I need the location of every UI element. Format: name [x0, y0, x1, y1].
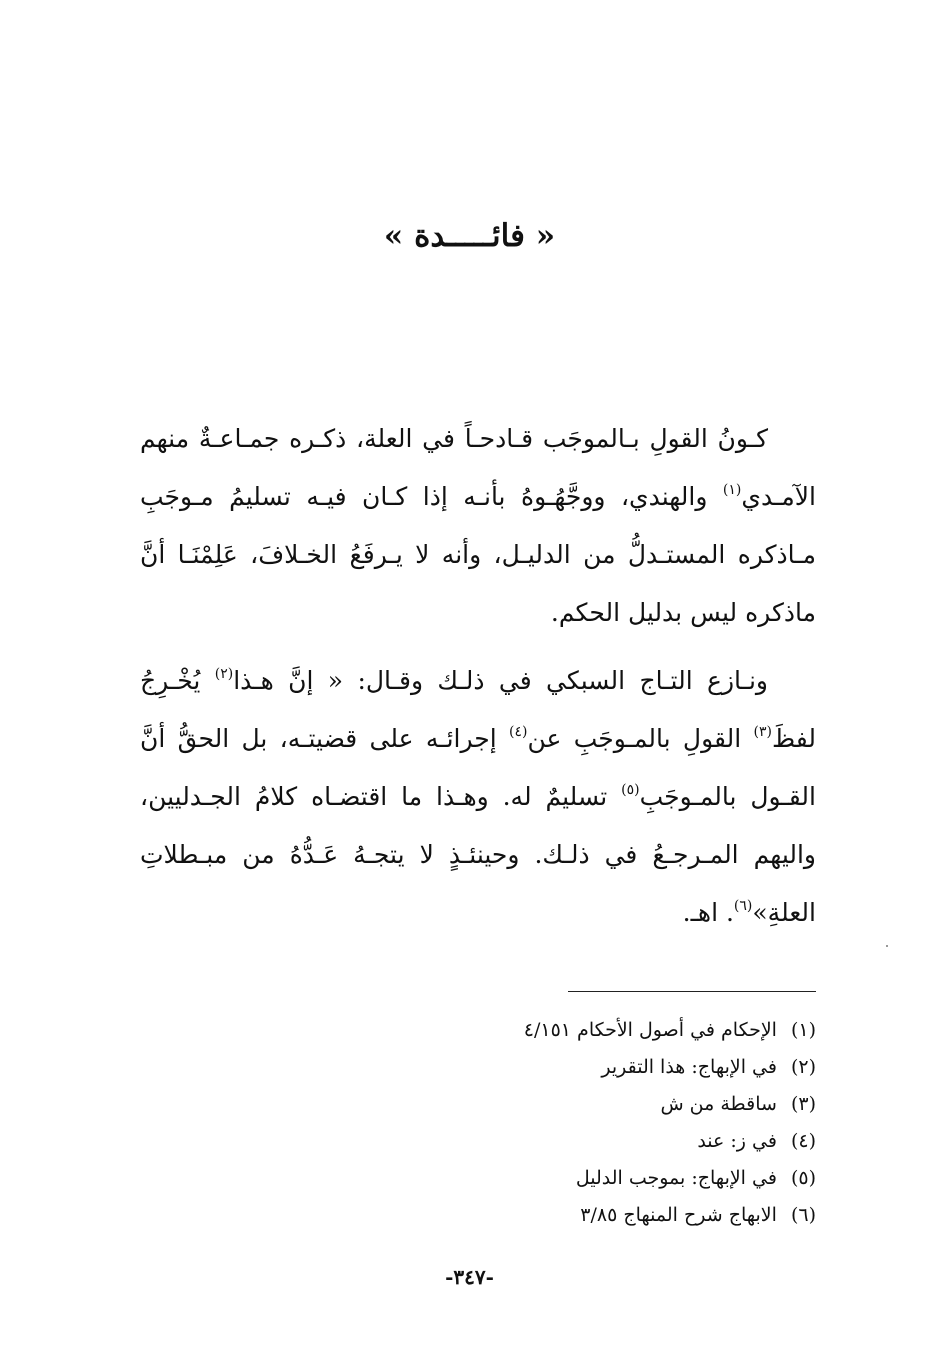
text-run: كـونُ القولِ بـالموجَب قـادحـاً في العلة، ذكـره جمـاعـةٌ منهم الآمـدي	[140, 424, 816, 511]
footnote-item	[300, 1197, 816, 1234]
footnote-separator	[568, 991, 816, 992]
footnote-list	[300, 1012, 816, 1234]
footnote-item	[300, 1123, 816, 1160]
footnote-text: ساقطة من ش	[660, 1093, 777, 1115]
footnote-ref-5[interactable]: (٥)	[621, 782, 640, 798]
paragraph-2	[140, 652, 816, 942]
footnote-number: (٢)	[790, 1056, 816, 1078]
text-run: . اهـ.	[682, 898, 734, 927]
footnote-item	[300, 1012, 816, 1049]
text-run: يُخْـرِجُ لفظَ	[140, 666, 816, 753]
page-number: -٣٤٧-	[445, 1265, 494, 1289]
footnote-text: في الإبهاج: هذا التقرير	[601, 1056, 777, 1078]
text-run: والهندي، ووجَّهُـوهُ بأنـه إذا كـان فيـه تسليمُ مـوجَبِ مـاذكره المستـدلُّ من الدليـل، وأنه لا يـرفَعُ الخـلافَ، عَلِمْنَـا أنَّ ماذكره ليس بدليل الحكم.	[140, 482, 816, 627]
text-run: تسليمٌ له. وهـذا ما اقتضـاه كلامُ الجـدليين، واليهم المـرجـعُ في ذلـك. وحينئـذٍ لا يتجـهُ عَـدُّهُ من مبـطلاتِ العلةِ»	[140, 782, 816, 927]
footnote-number: (٤)	[790, 1130, 816, 1152]
text-run: ونـازع التـاج السبكي في ذلـك وقـال: « إنَّ هـذا	[233, 666, 768, 695]
footnote-ref-6[interactable]: (٦)	[733, 898, 753, 914]
footnote-number: (٥)	[790, 1167, 816, 1189]
paragraph-1	[140, 410, 816, 642]
footnote-text: في الإبهاج: بموجب الدليل	[575, 1167, 777, 1189]
footnote-ref-4[interactable]: (٤)	[509, 724, 528, 740]
footnote-number: (١)	[790, 1019, 816, 1041]
footnote-item	[300, 1049, 816, 1086]
text-run: إجرائـه على قضيتـه، بل الحقُّ أنَّ القـول بالمـوجَبِ	[140, 724, 816, 811]
footnote-ref-2[interactable]: (٢)	[214, 666, 234, 682]
footnote-number: (٣)	[790, 1093, 816, 1115]
footnote-text: الإحكام في أصول الأحكام ٤/١٥١	[523, 1019, 777, 1041]
footnote-item	[300, 1160, 816, 1197]
footnote-text: الابهاج شرح المنهاج ٣/٨٥	[580, 1204, 777, 1226]
scan-speck	[886, 945, 888, 947]
footnote-number: (٦)	[790, 1204, 816, 1226]
footnote-ref-1[interactable]: (١)	[722, 482, 742, 498]
footnote-text: في ز: عند	[697, 1130, 777, 1152]
footnote-item	[300, 1086, 816, 1123]
section-heading: « فائـــــدة »	[383, 218, 556, 254]
body-text	[140, 410, 816, 952]
footnote-ref-3[interactable]: (٣)	[753, 724, 772, 740]
text-run: القولِ بالمـوجَبِ عن	[527, 724, 754, 753]
